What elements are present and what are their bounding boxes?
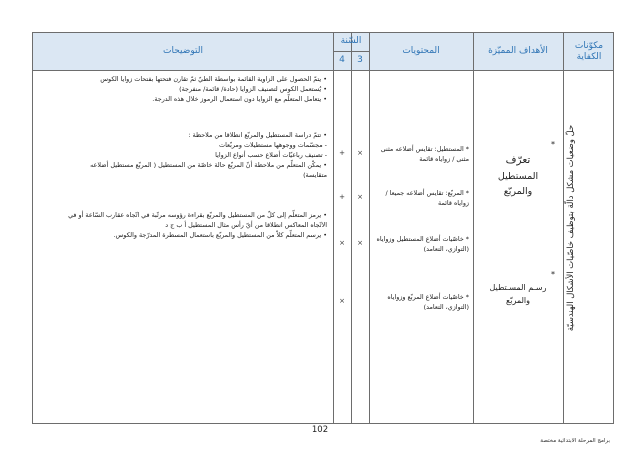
page-number: 102 (311, 425, 329, 435)
explanation-line: الاتّجاه المعاكس انطلاقا من أيّ رأس مثال المستطيل أ ب ج د (165, 220, 327, 229)
content-line: (التوازي، التعامد) (423, 302, 469, 311)
header-year-4: 4 (339, 55, 345, 66)
explanation-line: - تصنيف رباعيّات أضلاع حسب أنواع الزوايا (215, 150, 327, 159)
footer-note: برامج المرحلة الابتدائية مختصة (540, 438, 610, 444)
content-square-properties (387, 293, 469, 313)
objective-recognize (473, 139, 563, 199)
competency-text: حلّ وضعيات مشكل دالّة بتوظيف خاصّيات الأشكال الهندسيّة (565, 124, 575, 332)
content-rectangle-properties (376, 235, 469, 255)
explanation-line: • تتمّ دراسة المستطيل والمربّع انطلاقا من ملاحظة : (188, 131, 327, 139)
mark-year3: × (357, 239, 363, 247)
objective-line: رسـم المسـتطيل (489, 282, 547, 292)
header-objectives: الأهداف المميّزة (488, 46, 548, 57)
content-rectangle (381, 145, 469, 165)
content-line: (التوازي، التعامد) (423, 244, 469, 253)
explanations-block-2 (90, 131, 327, 181)
col-divider (563, 33, 564, 423)
mark-year3: × (357, 193, 363, 201)
header-components: مكوّنات الكفاية (574, 40, 604, 62)
curriculum-table (32, 32, 614, 424)
col-divider (333, 33, 334, 423)
explanation-line: • يرسم المتعلّم كلاّ من المستطيل والمربّع باستعمال المسطرة المدرّجة والكوس. (113, 230, 327, 239)
explanation-line: متقايسة) (303, 170, 327, 179)
mark-year4: + (339, 193, 345, 201)
explanation-line: • يُستعمل الكوس لتصنيف الزوايا (حادة/ قائمة/ منفرجة) (179, 84, 327, 93)
explanation-line: • يمكّن المتعلّم من ملاحظة أنّ المربّع حالة خاصّة من المستطيل ( المربّع مستطيل أضلاعه (90, 160, 327, 169)
col-divider (473, 33, 474, 423)
objective-line: المستطيل (497, 170, 539, 182)
explanation-line: • يرمز المتعلّم إلى كلّ من المستطيل والمربّع بقراءة رؤوسه مرتّبة في اتّجاه عقارب السّاعة أو في (68, 211, 327, 219)
header-year: السّنة (340, 36, 362, 47)
explanation-line: • يتمّ الحصول على الزاوية القائمة بواسطة الطيّ ثمّ تقارن فتحتها بفتحات زوايا الكوس (100, 75, 327, 83)
mark-year4: + (339, 149, 345, 157)
content-line: * خاصّيات أضلاع المربّع وزواياه (387, 293, 469, 301)
objective-line: والمربّع (505, 295, 531, 305)
content-line: زواياه قائمة (438, 198, 469, 207)
header-explanations: التوضيحات (163, 46, 203, 57)
content-line: مثنى / زواياه قائمة (419, 154, 469, 163)
objective-draw (473, 269, 563, 307)
explanation-line: - مجسّمات ووجوهها مستطيلات ومربّعات (219, 140, 327, 149)
objective-star: * (551, 270, 555, 279)
header-contents: المحتويات (402, 46, 440, 57)
mark-year4: × (339, 239, 345, 247)
col-divider (351, 33, 352, 423)
content-line: * خاصّيات أضلاع المستطيل وزواياه (376, 235, 469, 243)
explanations-block-1 (100, 75, 327, 105)
objective-star: * (551, 140, 555, 149)
header-year-3: 3 (357, 55, 363, 66)
content-line: * المستطيل: تقايس أضلاعه مثنى (380, 145, 469, 153)
content-square (385, 189, 469, 209)
mark-year3: × (357, 149, 363, 157)
mark-year4: × (339, 297, 345, 305)
explanation-line: • يتعامل المتعلّم مع الزوايا دون استعمال الرموز خلال هذه الدرجة. (152, 94, 327, 103)
content-line: * المربّع: تقايس أضلاعه جميعا / (385, 189, 469, 197)
objective-line: تعرّف (505, 153, 531, 166)
objective-line: والمربّع (503, 185, 533, 197)
explanations-block-3 (68, 211, 327, 241)
col-divider (369, 33, 370, 423)
